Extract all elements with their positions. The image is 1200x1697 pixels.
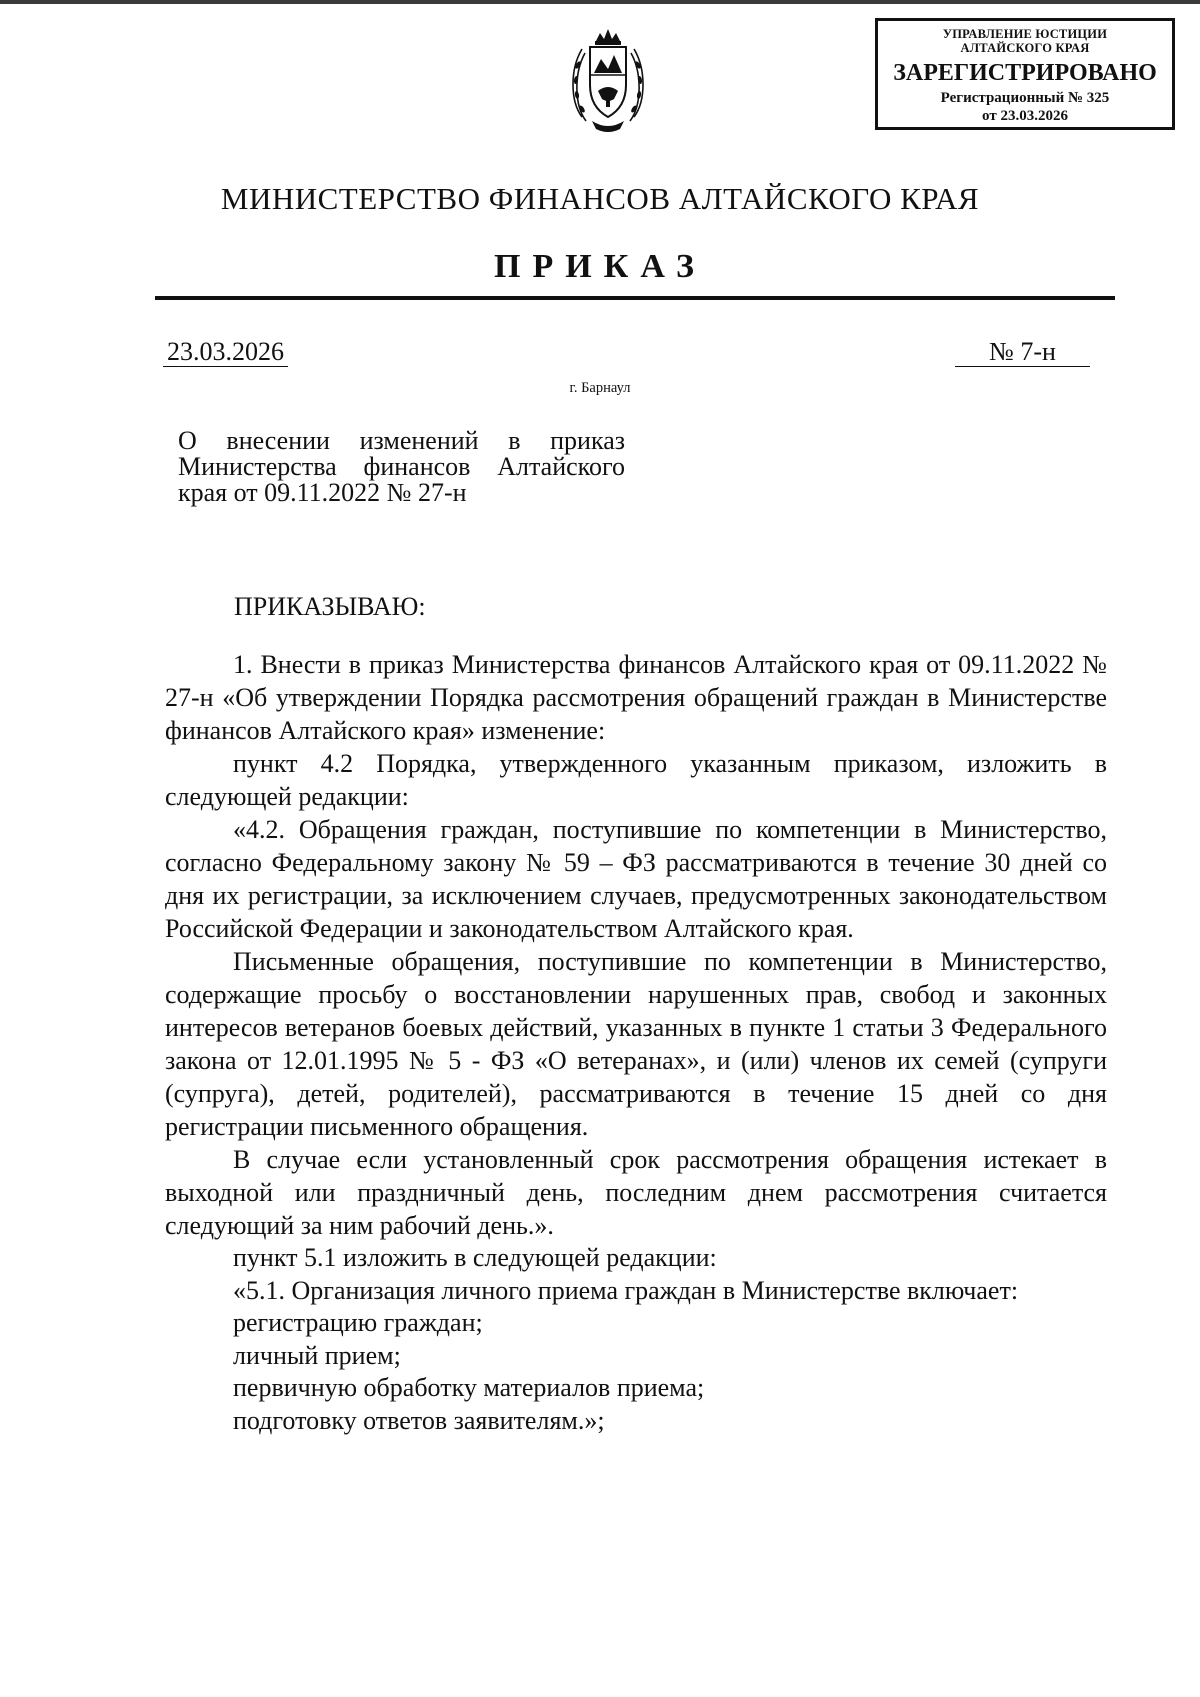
list-item: первичную обработку материалов приема; [233,1373,705,1402]
header-divider [155,296,1115,300]
order-date: 23.03.2026 [163,338,288,367]
stamp-reg-number: Регистрационный № 325 [940,90,1110,106]
body-paragraph: пункт 4.2 Порядка, утвержденного указанным приказом, изложить в следующей редакции: [165,749,1107,811]
body-paragraph: Письменные обращения, поступившие по компетенции в Министерство, содержащие просьбу о восстановлении нарушенных прав, свобод и законных интересов ветеранов боевых действий, указанных в пункте 1 статьи 3 Федерального закона от 12.01.1995 № 5 - ФЗ «О ветеранах», и (или) членов их семей (супруги (супруга), детей, родителей), рассматриваются в течение 15 дней со дня регистрации письменного обращения. [165,947,1107,1141]
order-number: № 7-н [955,338,1090,367]
document-type-title: ПРИКАЗ [494,248,706,285]
subject-line: Министерства финансов Алтайского [178,452,625,481]
body-paragraph: пункт 5.1 изложить в следующей редакции: [233,1243,717,1272]
coat-of-arms-icon [568,25,648,137]
stamp-authority-line1: УПРАВЛЕНИЕ ЮСТИЦИИ [942,27,1108,41]
subject-line: О внесении изменений в приказ [178,426,625,455]
stamp-reg-date: от 23.03.2026 [982,108,1068,124]
order-subject [178,428,625,506]
stamp-authority-line2: АЛТАЙСКОГО КРАЯ [960,41,1090,55]
registration-stamp [875,18,1175,130]
list-item: подготовку ответов заявителям.»; [233,1405,605,1435]
list-item: личный прием; [233,1340,401,1370]
order-city: г. Барнаул [569,380,631,396]
body-paragraph: В случае если установленный срок рассмотрения обращения истекает в выходной или праздничный день, последним днем рассмотрения считается следующий за ним рабочий день.». [165,1145,1107,1240]
stamp-status: ЗАРЕГИСТРИРОВАНО [893,60,1157,86]
scan-top-edge [0,0,1200,4]
list-item: регистрацию граждан; [233,1308,483,1337]
order-directive: ПРИКАЗЫВАЮ: [234,592,426,621]
body-paragraph: «5.1. Организация личного приема граждан в Министерстве включает: [233,1275,1019,1305]
order-body [165,648,1107,1437]
body-paragraph: «4.2. Обращения граждан, поступившие по компетенции в Министерство, согласно Федеральному закону № 59 – ФЗ рассматриваются в течение 30 дней со дня их регистрации, за исключением случаев, предусмотренных законодательством Российской Федерации и законодательством Алтайского края. [165,815,1107,943]
body-paragraph: 1. Внести в приказ Министерства финансов Алтайского края от 09.11.2022 № 27-н «Об утверждении Порядка рассмотрения обращений граждан в Министерстве финансов Алтайского края» изменение: [165,650,1107,745]
subject-line: края от 09.11.2022 № 27-н [178,478,467,507]
ministry-name: МИНИСТЕРСТВО ФИНАНСОВ АЛТАЙСКОГО КРАЯ [220,181,980,216]
